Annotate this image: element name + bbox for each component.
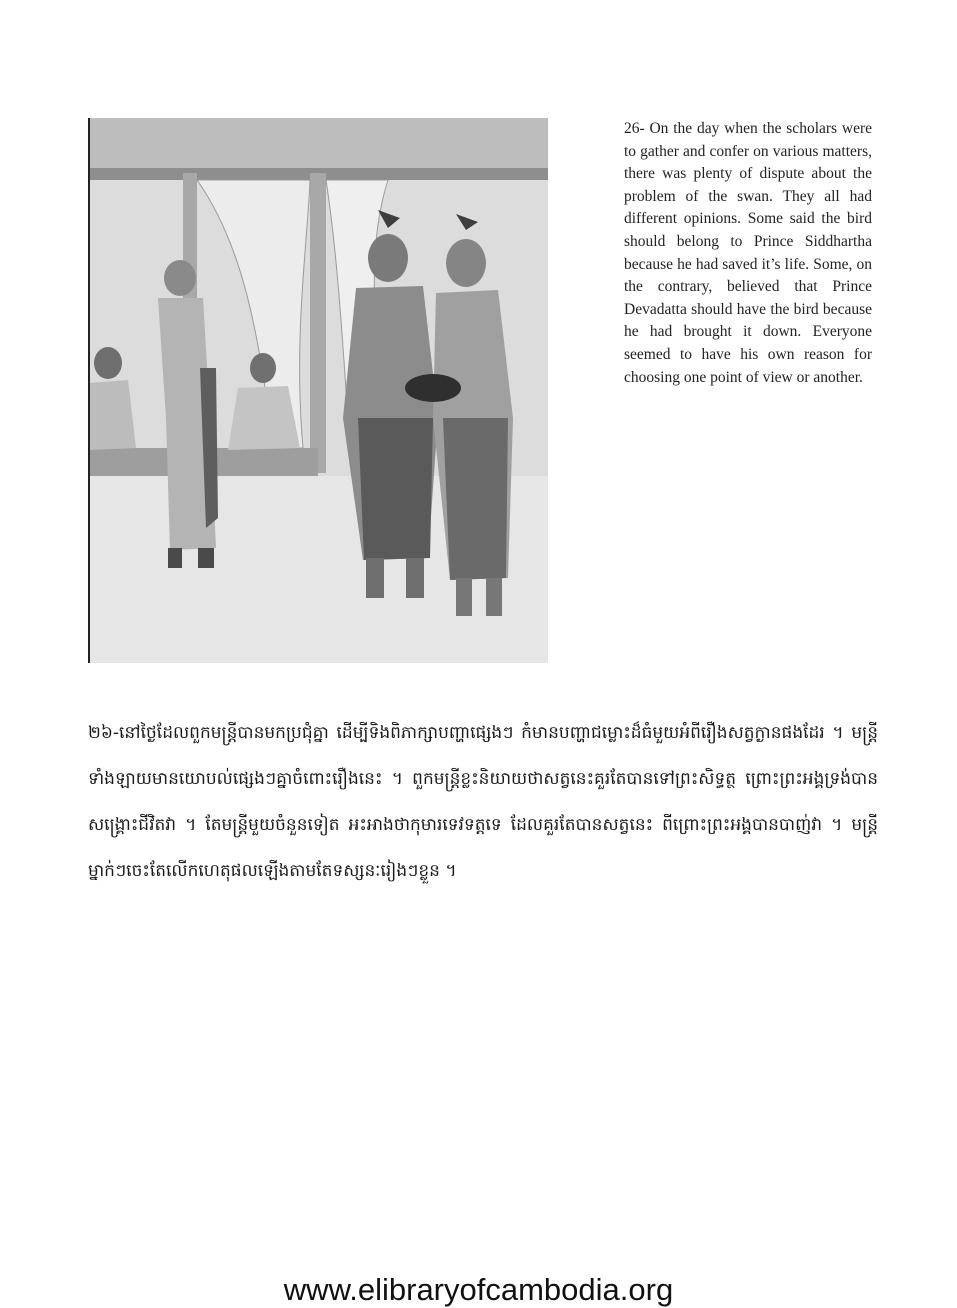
khmer-paragraph: ២៦-នៅថ្ងៃដែលពួកមន្ត្រីបានមកប្រជុំគ្នា ដើម្បីទិងពិភាក្សាបញ្ហាផ្សេងៗ កំមានបញ្ហាជម្លោះដ៏ធំមួយអំពីរឿងសត្វក្ងានផងដែរ ។ មន្ត្រីទាំងឡាយមានយោបល់ផ្សេងៗគ្នាចំពោះរឿងនេះ ។ ពួកមន្ត្រីខ្លះនិយាយថាសត្វនេះគួរតែបានទៅព្រះសិទ្ធត្ថ ព្រោះព្រះអង្គទ្រង់បានសង្គ្រោះជីវិតវា ។ តែមន្ត្រីមួយចំនួនទៀត អះអាងថាកុមារទេវទត្តទេ ដែលគួរតែបានសត្វនេះ ពីព្រោះព្រះអង្គបានបាញ់វា ។ មន្ត្រីម្នាក់ៗចេះតែលើកហេតុផលឡើងតាមតែទស្សនៈរៀងៗខ្លួន ។ xyxy=(88,723,878,881)
illustration-drawing xyxy=(88,118,548,663)
footer-website-link[interactable]: www.elibraryofcambodia.org xyxy=(283,1272,674,1307)
illustration-image xyxy=(88,118,548,663)
english-caption: 26- On the day when the scholars were to gather and confer on various matters, there was plenty of dispute about the problem of the swan. They all had different opinions. Some said the bird should belong to Prince Siddhartha because he had saved it’s life. Some, on the contrary, believed that Prince Devadatta should have the bird because he had brought it down. Everyone seemed to have his own reason for choosing one point of view or another. xyxy=(624,120,872,386)
